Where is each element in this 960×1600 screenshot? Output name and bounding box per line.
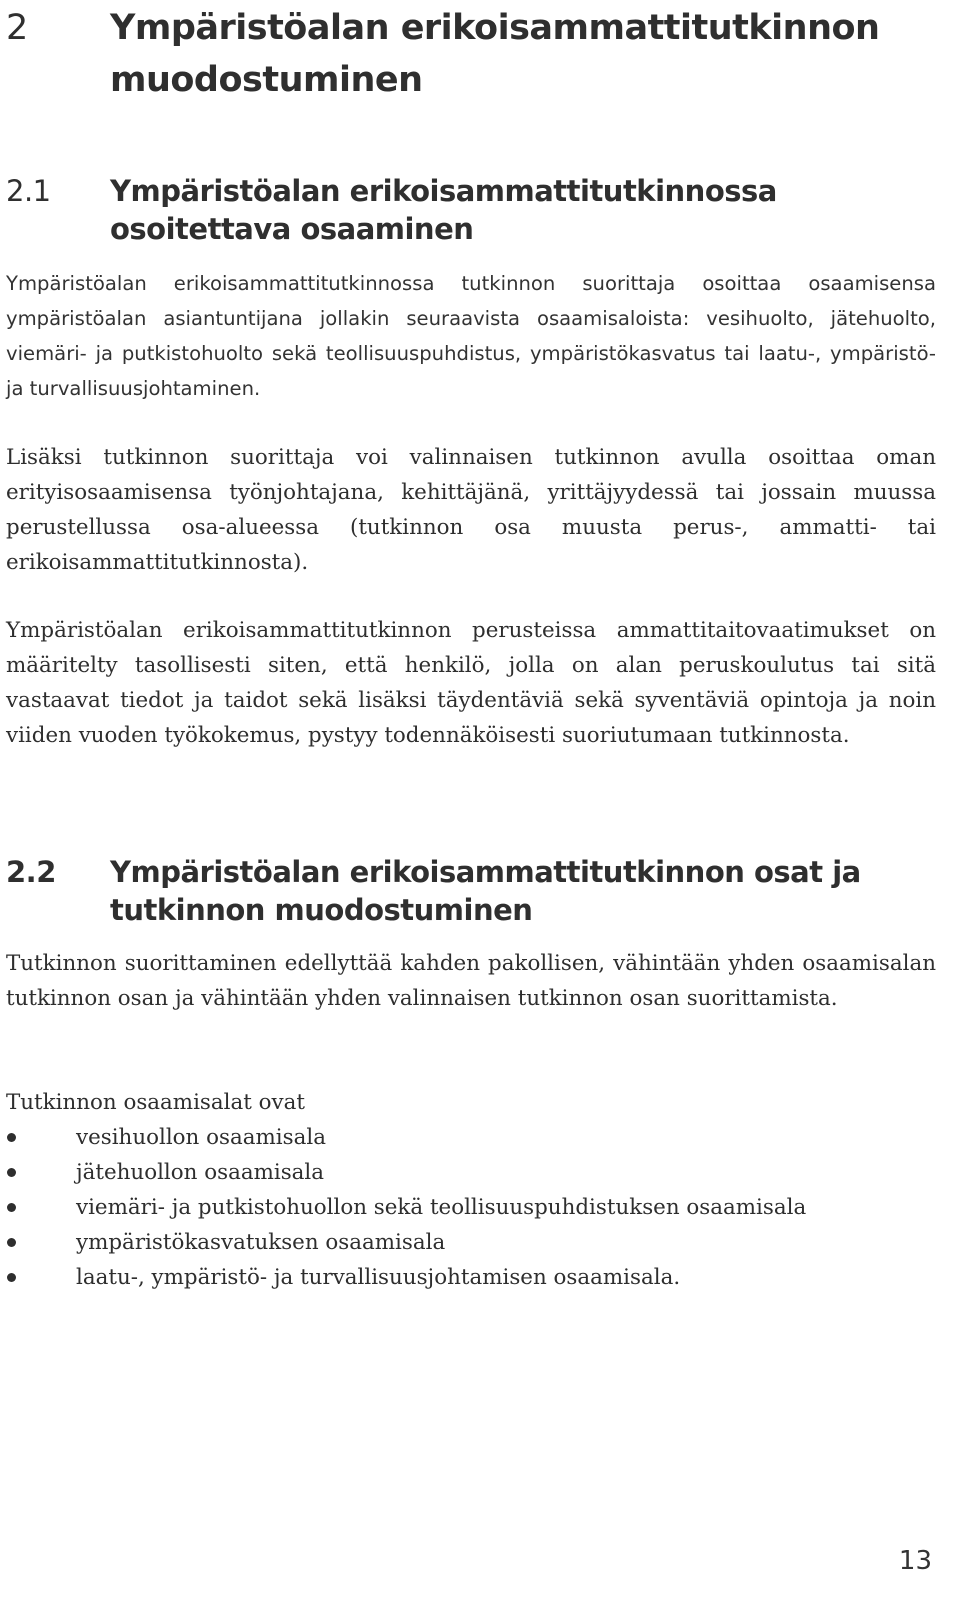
bullet-icon bbox=[7, 1203, 16, 1212]
chapter-number: 2 bbox=[6, 8, 28, 48]
section-2-1-number: 2.1 bbox=[6, 174, 51, 208]
section-2-2-number: 2.2 bbox=[6, 855, 56, 889]
list-item-text: jätehuollon osaamisala bbox=[76, 1160, 325, 1185]
list-item bbox=[6, 1260, 936, 1295]
list-item-text: vesihuollon osaamisala bbox=[76, 1125, 326, 1150]
chapter-title: Ympäristöalan erikoisammattitutkinnon muodostuminen bbox=[110, 8, 880, 100]
list-item-text: viemäri- ja putkistohuollon sekä teollisuuspuhdistuksen osaamisala bbox=[76, 1195, 807, 1220]
bullet-icon bbox=[7, 1238, 16, 1247]
section-2-2-paragraph: Tutkinnon suorittaminen edellyttää kahden pakollisen, vähintään yhden osaamisalan tutkinnon osan ja vähintään yhden valinnaisen tutkinnon osan suorittamista. bbox=[6, 951, 936, 1011]
section-2-1-paragraph-1: Ympäristöalan erikoisammattitutkinnossa tutkinnon suorittaja osoittaa osaamisensa ympäristöalan asiantuntijana jollakin seuraavista osaamisaloista: vesihuolto, jätehuolto, viemäri- ja putkistohuolto sekä teollisuuspuhdistus, ympäristökasvatus tai laatu-, ympäristö- ja turvallisuusjohtaminen. bbox=[6, 272, 936, 400]
page-number: 13 bbox=[898, 1546, 932, 1576]
section-2-1-heading bbox=[0, 172, 940, 248]
section-2-2-title: Ympäristöalan erikoisammattitutkinnon osat ja tutkinnon muodostuminen bbox=[110, 855, 861, 927]
section-2-2-heading bbox=[0, 853, 940, 929]
list-item bbox=[6, 1120, 936, 1155]
section-2-1-paragraph-2: Lisäksi tutkinnon suorittaja voi valinnaisen tutkinnon avulla osoittaa oman erityisosaamisensa työnjohtajana, kehittäjänä, yrittäjyydessä tai jossain muussa perustellussa osa-alueessa (tutkinnon osa muusta perus-, ammatti- tai erikoisammattitutkinnosta). bbox=[6, 445, 936, 575]
chapter-heading bbox=[0, 2, 940, 106]
list-item bbox=[6, 1155, 936, 1190]
bullet-icon bbox=[7, 1133, 16, 1142]
list-item bbox=[6, 1190, 936, 1225]
list-item-text: laatu-, ympäristö- ja turvallisuusjohtamisen osaamisala. bbox=[76, 1265, 681, 1290]
specialization-list bbox=[6, 1120, 936, 1295]
list-item-text: ympäristökasvatuksen osaamisala bbox=[76, 1230, 446, 1255]
bullet-icon bbox=[7, 1273, 16, 1282]
section-2-1-title: Ympäristöalan erikoisammattitutkinnossa osoitettava osaaminen bbox=[110, 174, 777, 246]
list-item bbox=[6, 1225, 936, 1260]
bullet-icon bbox=[7, 1168, 16, 1177]
section-2-1-paragraph-3: Ympäristöalan erikoisammattitutkinnon perusteissa ammattitaitovaatimukset on määritelty tasollisesti siten, että henkilö, jolla on alan peruskoulutus tai sitä vastaavat tiedot ja taidot sekä lisäksi täydentäviä sekä syventäviä opintoja ja noin viiden vuoden työkokemus, pystyy todennäköisesti suoriutumaan tutkinnosta. bbox=[6, 618, 936, 748]
list-intro: Tutkinnon osaamisalat ovat bbox=[6, 1090, 305, 1115]
